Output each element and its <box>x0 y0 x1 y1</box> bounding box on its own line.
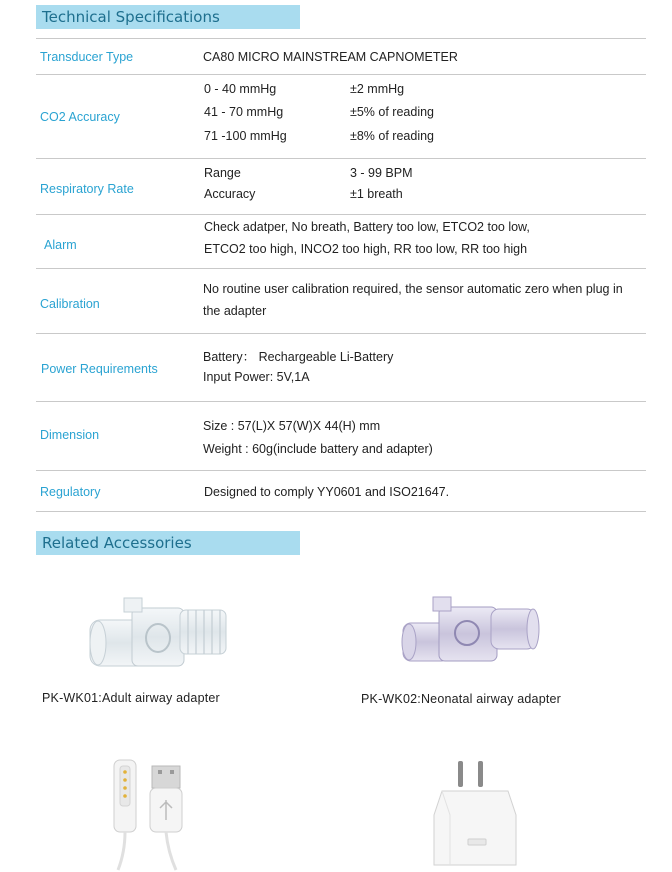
resp-key: Accuracy <box>204 187 256 201</box>
related-accessories-title: Related Accessories <box>36 531 300 555</box>
regulatory-value: Designed to comply YY0601 and ISO21647. <box>204 485 450 499</box>
co2-accuracy-value: ±2 mmHg <box>350 82 405 96</box>
transducer-type-value: CA80 MICRO MAINSTREAM CAPNOMETER <box>203 50 458 64</box>
co2-range: 71 -100 mmHg <box>204 129 287 143</box>
charging-cable-image <box>96 752 206 872</box>
regulatory-label: Regulatory <box>40 485 101 499</box>
power-line-2: Input Power: 5V,1A <box>203 370 310 384</box>
divider <box>36 214 646 215</box>
divider <box>36 268 646 269</box>
alarm-line-2: ETCO2 too high, INCO2 too high, RR too low, RR too high <box>204 242 528 256</box>
alarm-line-1: Check adatper, No breath, Battery too low, ETCO2 too low, <box>204 220 530 234</box>
power-adapter-image <box>420 755 530 872</box>
divider <box>36 511 646 512</box>
co2-range: 41 - 70 mmHg <box>204 105 284 119</box>
divider <box>36 401 646 402</box>
dimension-line-1: Size : 57(L)X 57(W)X 44(H) mm <box>203 419 381 433</box>
neonatal-airway-adapter-caption: PK-WK02:Neonatal airway adapter <box>361 692 562 706</box>
calibration-line-1: No routine user calibration required, the sensor automatic zero when plug in <box>203 282 623 296</box>
divider <box>36 158 646 159</box>
resp-key: Range <box>204 166 241 180</box>
divider <box>36 470 646 471</box>
respiratory-rate-label: Respiratory Rate <box>40 182 134 196</box>
co2-accuracy-label: CO2 Accuracy <box>40 110 120 124</box>
divider <box>36 74 646 75</box>
calibration-label: Calibration <box>40 297 100 311</box>
technical-specifications-title: Technical Specifications <box>36 5 300 29</box>
dimension-line-2: Weight : 60g(include battery and adapter) <box>203 442 433 456</box>
divider <box>36 38 646 39</box>
transducer-type-label: Transducer Type <box>40 50 134 64</box>
co2-accuracy-value: ±8% of reading <box>350 129 434 143</box>
resp-value: 3 - 99 BPM <box>350 166 413 180</box>
power-requirements-label: Power Requirements <box>41 362 158 376</box>
calibration-line-2: the adapter <box>203 304 267 318</box>
co2-accuracy-value: ±5% of reading <box>350 105 434 119</box>
neonatal-airway-adapter-image <box>395 585 545 680</box>
resp-value: ±1 breath <box>350 187 403 201</box>
adult-airway-adapter-image <box>80 580 250 680</box>
dimension-label: Dimension <box>40 428 100 442</box>
divider <box>36 333 646 334</box>
adult-airway-adapter-caption: PK-WK01:Adult airway adapter <box>42 691 220 705</box>
power-line-1: Battery： Rechargeable Li-Battery <box>203 350 394 364</box>
alarm-label: Alarm <box>44 238 77 252</box>
co2-range: 0 - 40 mmHg <box>204 82 277 96</box>
